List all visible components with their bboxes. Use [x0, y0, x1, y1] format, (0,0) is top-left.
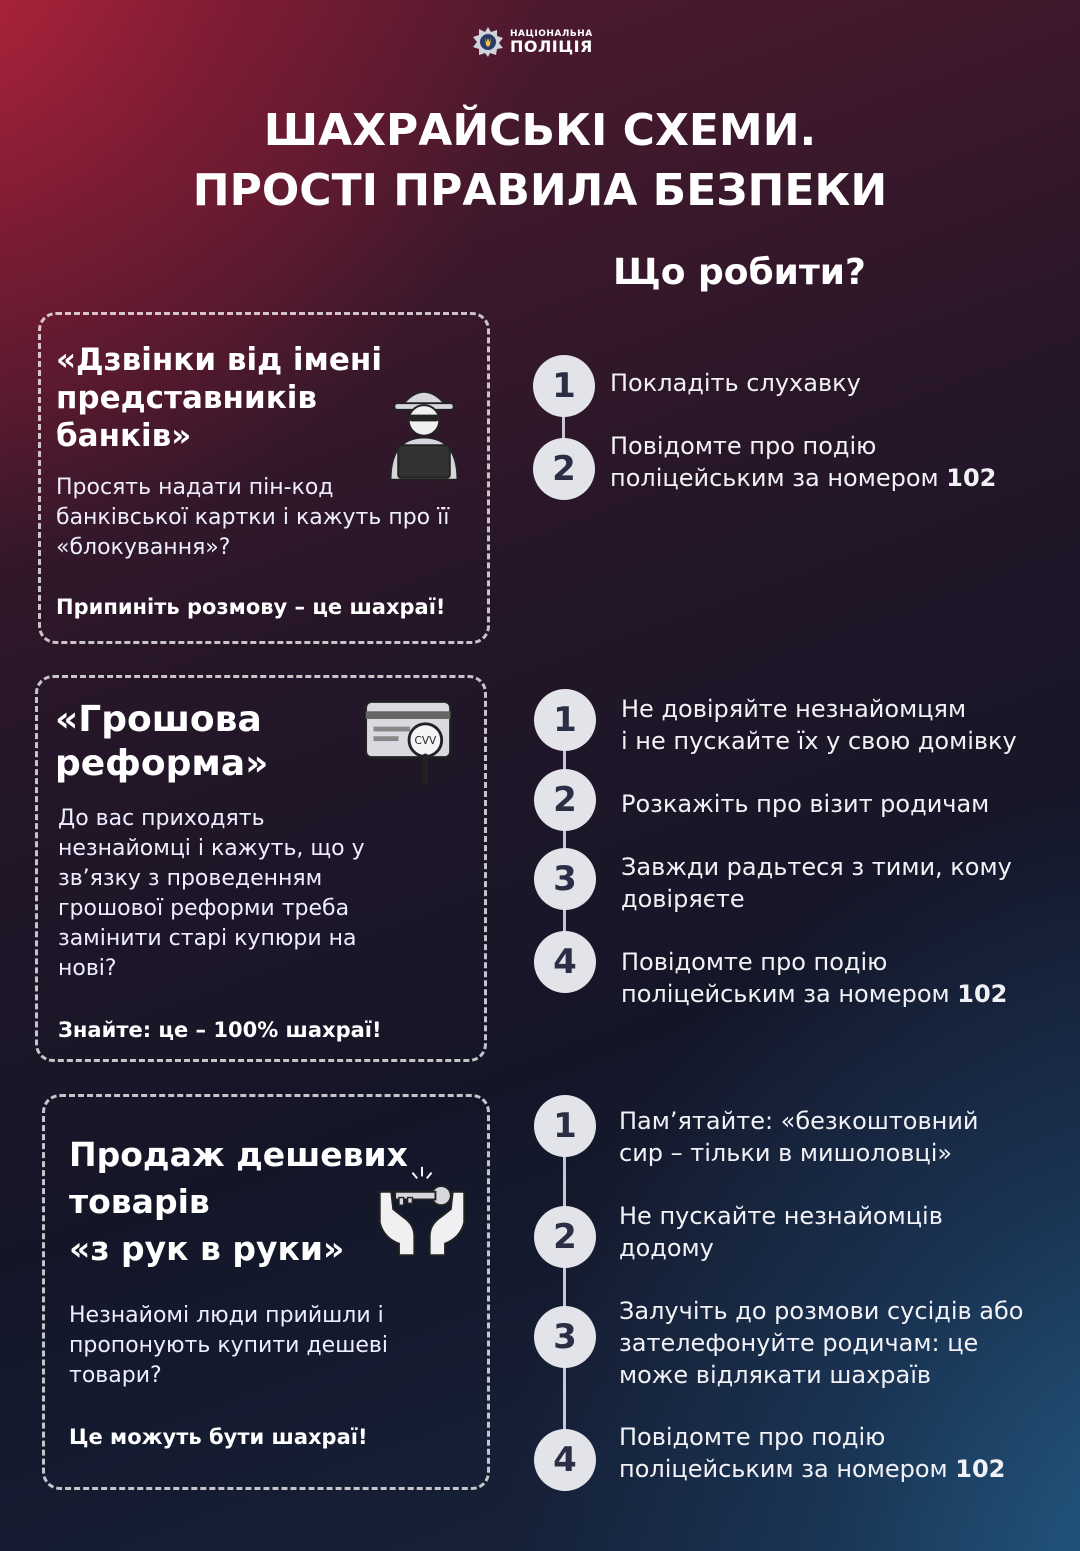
card-desc-line: До вас приходять: [58, 806, 265, 831]
step-number: 4: [534, 931, 596, 993]
scheme-card-money-reform: [35, 675, 487, 1062]
step-line: додому: [619, 1234, 714, 1262]
card-desc-line: товари?: [69, 1363, 162, 1388]
step-number: 2: [534, 769, 596, 831]
step-line: Повідомте про подію: [610, 432, 877, 460]
step-number: 1: [534, 1095, 596, 1157]
step-line: Повідомте про подію: [619, 1423, 886, 1451]
step-line: Завжди радьтеся з тими, кому: [621, 853, 1012, 881]
logo-line2: ПОЛІЦІЯ: [510, 37, 593, 56]
page-title-line1: ШАХРАЙСЬКІ СХЕМИ.: [263, 105, 817, 156]
card-warning: Знайте: це – 100% шахраї!: [58, 1018, 382, 1042]
step-line: зателефонуйте родичам: це: [619, 1329, 979, 1357]
step-line-text: поліцейським за номером: [619, 1455, 956, 1483]
logo: [472, 26, 593, 58]
step-line: Залучіть до розмови сусідів або: [619, 1297, 1024, 1325]
card-desc-line: банківської картки і кажуть про її: [56, 505, 450, 530]
card-magnifier-icon: [360, 694, 460, 790]
step-line: сир – тільки в мишоловці»: [619, 1139, 953, 1167]
step-line-text: поліцейським за номером: [610, 464, 947, 492]
step-line: Покладіть слухавку: [610, 369, 861, 397]
step-text: [621, 946, 1007, 1010]
card-title-line: «Грошова: [55, 699, 262, 740]
step-text: [610, 430, 996, 494]
card-desc-line: нові?: [58, 956, 117, 981]
card-title-line: представників: [56, 380, 317, 416]
card-title: [56, 341, 382, 455]
scheme-card-bank-calls: [38, 312, 490, 644]
card-warning: Припиніть розмову – це шахраї!: [56, 595, 446, 619]
police-number: 102: [957, 980, 1008, 1008]
step-text: [621, 693, 1017, 757]
step-line: [621, 978, 1007, 1010]
step-line-text: поліцейським за номером: [621, 980, 958, 1008]
steps-connector: [563, 720, 566, 962]
step-text: [610, 367, 861, 399]
hands-key-icon: [371, 1163, 473, 1259]
card-description: [56, 473, 449, 563]
card-title: [55, 698, 268, 786]
police-badge-icon: [472, 26, 504, 58]
step-line: Не пускайте незнайомців: [619, 1202, 943, 1230]
what-to-do-heading: Що робити?: [613, 252, 866, 293]
steps-connector: [563, 1126, 566, 1460]
card-title-line: Продаж дешевих: [69, 1135, 408, 1174]
card-warning: Це можуть бути шахраї!: [69, 1425, 368, 1449]
step-line: і не пускайте їх у свою домівку: [621, 727, 1017, 755]
logo-line1: НАЦІОНАЛЬНА: [510, 29, 593, 39]
card-title-line: товарів: [69, 1182, 210, 1221]
card-desc-line: незнайомці і кажуть, що у: [58, 836, 365, 861]
step-text: [621, 788, 989, 820]
step-number: 3: [534, 1306, 596, 1368]
step-number: 3: [534, 848, 596, 910]
card-desc-line: пропонують купити дешеві: [69, 1333, 388, 1358]
police-number: 102: [946, 464, 997, 492]
step-text: [619, 1200, 943, 1264]
step-number: 2: [534, 1206, 596, 1268]
police-number: 102: [955, 1455, 1006, 1483]
card-desc-line: замінити старі купюри на: [58, 926, 357, 951]
step-text: [619, 1105, 979, 1169]
step-line: [619, 1453, 1005, 1485]
card-title: [69, 1131, 408, 1272]
step-line: довіряєте: [621, 885, 745, 913]
step-line: Не довіряйте незнайомцям: [621, 695, 967, 723]
step-text: [621, 851, 1012, 915]
step-text: [619, 1295, 1023, 1391]
card-desc-line: «блокування»?: [56, 535, 231, 560]
card-title-line: реформа»: [55, 743, 269, 784]
card-desc-line: грошової реформи треба: [58, 896, 350, 921]
step-number: 4: [534, 1429, 596, 1491]
step-number: 1: [533, 355, 595, 417]
card-description: [58, 804, 365, 984]
card-title-line: банків»: [56, 418, 192, 454]
page-title-line2: ПРОСТІ ПРАВИЛА БЕЗПЕКИ: [192, 165, 888, 216]
card-description: [69, 1301, 388, 1391]
step-line: Пам’ятайте: «безкоштовний: [619, 1107, 979, 1135]
cvv-label: CVV: [414, 734, 437, 747]
step-line: Розкажіть про візит родичам: [621, 790, 990, 818]
card-desc-line: Просять надати пін-код: [56, 475, 334, 500]
card-title-line: «з рук в руки»: [69, 1229, 345, 1268]
step-line: Повідомте про подію: [621, 948, 888, 976]
card-desc-line: зв’язку з проведенням: [58, 866, 323, 891]
hacker-icon: [381, 375, 467, 483]
card-desc-line: Незнайомі люди прийшли і: [69, 1303, 384, 1328]
step-line: [610, 462, 996, 494]
step-line: може відлякати шахраїв: [619, 1361, 932, 1389]
card-title-line: «Дзвінки від імені: [56, 342, 382, 378]
step-number: 2: [533, 438, 595, 500]
step-text: [619, 1421, 1005, 1485]
scheme-card-cheap-goods: [42, 1094, 490, 1490]
step-number: 1: [534, 689, 596, 751]
